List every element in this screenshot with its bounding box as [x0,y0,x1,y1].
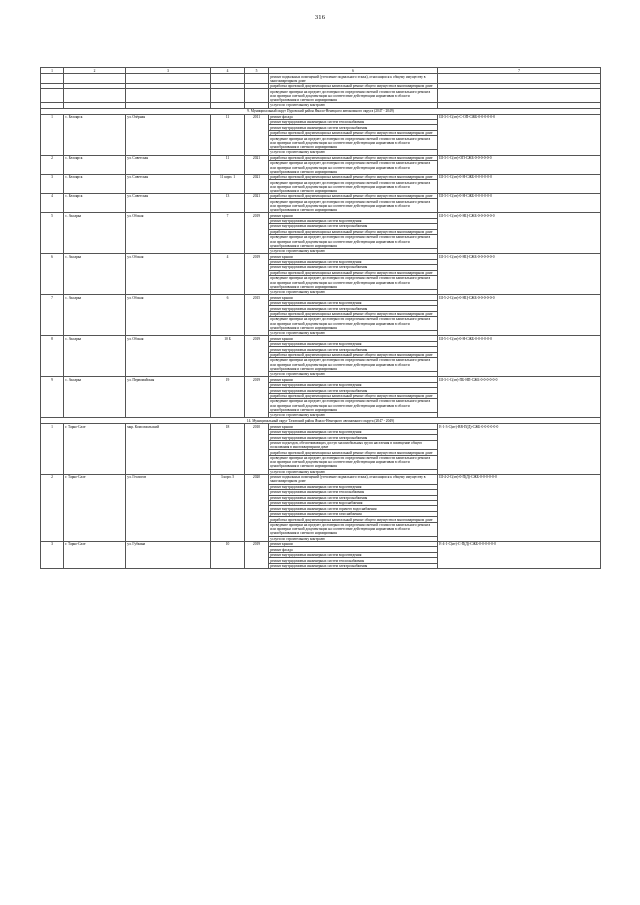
section-title: 9. Муниципальный округ Пуровский район Ямало-Ненецкого автономного округа (2047 - 2049) [41,108,601,114]
house-code: Ш-5-1-С(ит)-0-Н-СЖБ-0-0-0-0-0-0 [438,336,601,377]
work-item: ремонт внутридомовых инженерных систем электроснабжения [269,265,438,270]
house-number: 7 [211,213,245,254]
work-item: ремонт внутридомовых инженерных систем горячего водоснабжения [269,506,438,511]
street: ул. Советская [126,155,211,174]
work-item: разработка проектной документации на капитальный ремонт общего имущества в многоквартирном доме [269,174,438,179]
work-item: услуги по строительному контролю [269,536,438,541]
house-code: Ш-5-1-С(ит)-0-НЦ-СЖБ-0-0-0-0-0-0 [438,213,601,254]
work-item: ремонт внутридомовых инженерных систем электроснабжения [269,563,438,568]
capital-repair-table [40,67,601,569]
house-number: 11 [211,155,245,174]
year: 2019 [245,336,269,377]
work-item: ремонт подвальных помещений (утепление подвального этажа), относящихся к общему имуществу в многоквартирном доме [269,474,438,484]
work-item: ремонт внутридомовых инженерных систем теплоснабжения [269,490,438,495]
work-item: ремонт крыши [269,254,438,259]
work-item: услуги по строительному контролю [269,371,438,376]
street: ул. Губкина [126,541,211,568]
work-item: проведение проверки на предмет достоверности определения сметной стоимости капитального ремонта или проверки сметной документации на соответствие действующим нормативам в области ценообразования и сметного нормирования [269,317,438,331]
work-item: ремонт внутридомовых инженерных систем электроснабжения [269,435,438,440]
work-item: ремонт подъездов, обеспечивающих доступ маломобильных групп населения в помещение общего пользования в многоквартирном доме [269,440,438,450]
work-item: услуги по строительному контролю [269,103,438,108]
locality: с. Аксарка [64,213,126,254]
work-item: ремонт фасада [269,547,438,552]
work-item: ремонт внутридомовых инженерных систем водоотведения [269,382,438,387]
work-item: проведение проверки на предмет достоверности определения сметной стоимости капитального ремонта или проверки сметной документации на соответствие действующим нормативам в области ценообразования и сметного нормирования [269,399,438,413]
page-number: 316 [314,14,326,21]
house-code: Ш-3-1-С(ит)-ОП-СЖБ-0-0-0-0-0-0 [438,155,601,174]
work-item: услуги по строительному контролю [269,412,438,417]
year: 2019 [245,541,269,568]
work-item: ремонт внутридомовых инженерных систем газоснабжения [269,511,438,516]
row-number: 2 [41,474,64,541]
locality: с. Белоярск [64,174,126,193]
table-row [41,89,601,103]
locality: с. Аксарка [64,295,126,336]
column-number: 1 [41,68,64,74]
work-item: ремонт внутридомовых инженерных систем электроснабжения [269,495,438,500]
house-number: 13 [211,194,245,213]
work-item: разработка проектной документации на капитальный ремонт общего имущества в многоквартирном доме [269,450,438,455]
work-item: ремонт внутридомовых инженерных систем водоотведения [269,218,438,223]
work-item: ремонт внутридомовых инженерных систем водоотведения [269,429,438,434]
year: 2011 [245,114,269,155]
work-item: разработка проектной документации на капитальный ремонт общего имущества в многоквартирном доме [269,517,438,522]
house-code: Ш-3-1-С(ит)-ПБ-НП-СЖБ-0-0-0-0-0-0 [438,377,601,418]
column-number: 3 [126,68,211,74]
work-item: разработка проектной документации на капитальный ремонт общего имущества в многоквартирном доме [269,352,438,357]
work-item: ремонт крыши [269,213,438,218]
row-number: 9 [41,377,64,418]
year: 2019 [245,254,269,295]
work-item: ремонт подвальных помещений (утепление подвального этажа), относящихся к общему имуществу в многоквартирном доме [269,74,438,84]
table-row [41,74,601,84]
row-number: 7 [41,295,64,336]
house-code: Ш-5-2-С(ит)-0-НЦ-СЖБ-0-0-0-0-0-0 [438,295,601,336]
locality: с. Белоярск [64,114,126,155]
year: 2015 [245,295,269,336]
work-item: проведение проверки на предмет достоверности определения сметной стоимости капитального ремонта или проверки сметной документации на соответствие действующим нормативам в области ценообразования и сметного нормирования [269,358,438,372]
work-item: проведение проверки на предмет достоверности определения сметной стоимости капитального ремонта или проверки сметной документации на соответствие действующим нормативам в области ценообразования и сметного нормирования [269,522,438,536]
work-item: ремонт внутридомовых инженерных систем водоотведения [269,484,438,489]
locality: г. Тарко-Сале [64,474,126,541]
street: ул. Обская [126,336,211,377]
work-item: проведение проверки на предмет достоверности определения сметной стоимости капитального ремонта или проверки сметной документации на соответствие действующим нормативам в области ценообразования и сметного нормирования [269,161,438,175]
year: 2021 [245,155,269,174]
row-number: 1 [41,424,64,475]
house-number: 11 корп. 1 [211,174,245,193]
table-row [41,155,601,160]
column-number: 6 [269,68,438,74]
house-code: Е-1-3-С(ит)-ВВ-П(Д)-СЖБ-0-0-0-0-0-0 [438,424,601,475]
table-row [41,194,601,199]
work-item: ремонт фасада [269,114,438,119]
street: ул. Советская [126,194,211,213]
work-item: ремонт крыши [269,377,438,382]
street: ул. Обская [126,295,211,336]
row-number: 8 [41,336,64,377]
row-number: 2 [41,155,64,174]
house-number: 3 корп. 5 [211,474,245,541]
locality: с. Аксарка [64,254,126,295]
year: 2021 [245,174,269,193]
locality: г. Тарко-Сале [64,424,126,475]
work-item: услуги по строительному контролю [269,289,438,294]
work-item: разработка проектной документации на капитальный ремонт общего имущества в многоквартирном доме [269,393,438,398]
table-row [41,174,601,179]
work-item: услуги по строительному контролю [269,150,438,155]
work-item: ремонт внутридомовых инженерных систем водоотведения [269,300,438,305]
work-item: ремонт внутридомовых инженерных систем теплоснабжения [269,120,438,125]
work-item: разработка проектной документации на капитальный ремонт общего имущества в многоквартирном доме [269,311,438,316]
work-item: ремонт крыши [269,336,438,341]
house-number: 6 [211,295,245,336]
house-number: 4 [211,254,245,295]
year: 2010 [245,424,269,475]
row-number: 6 [41,254,64,295]
column-number: 5 [245,68,269,74]
table-row [41,474,601,484]
column-number: 7 [438,68,601,74]
work-item: услуги по строительному контролю [269,469,438,474]
street: ул. Геологов [126,474,211,541]
work-item: ремонт крыши [269,541,438,546]
section-title: 14. Муниципальный округ Тазовский район Ямало-Ненецкого автономного округа (2047 - 2049) [41,418,601,424]
work-item: услуги по строительному контролю [269,248,438,253]
house-number: 11 [211,114,245,155]
year: 2021 [245,194,269,213]
house-code: Ш-3-1-С(ит)-С-ОП-СЖБ-0-0-0-0-0-0 [438,114,601,155]
work-item: разработка проектной документации на капитальный ремонт общего имущества в многоквартирном доме [269,270,438,275]
locality: с. Аксарка [64,377,126,418]
locality: с. Аксарка [64,336,126,377]
work-item: услуги по строительному контролю [269,330,438,335]
work-item: ремонт внутридомовых инженерных систем электроснабжения [269,224,438,229]
work-item: разработка проектной документации на капитальный ремонт общего имущества в многоквартирном доме [269,194,438,199]
work-item: ремонт крыши [269,424,438,429]
row-number: 4 [41,194,64,213]
house-code: Ш-3-1-С(ит)-0-Н-СЖБ-0-0-0-0-0-0 [438,174,601,193]
work-item: проведение проверки на предмет достоверности определения сметной стоимости капитального ремонта или проверки сметной документации на соответствие действующим нормативам в области ценообразования и сметного нормирования [269,180,438,194]
street: ул. Обская [126,254,211,295]
house-number: 19 [211,377,245,418]
street: ул. Обская [126,213,211,254]
house-code: Ш-3-1-С(ит)-0-НЦ-СЖБ-0-0-0-0-0-0 [438,254,601,295]
work-item: проведение проверки на предмет достоверности определения сметной стоимости капитального ремонта или проверки сметной документации на соответствие действующим нормативам в области ценообразования и сметного нормирования [269,276,438,290]
work-item: разработка проектной документации на капитальный ремонт общего имущества в многоквартирном доме [269,229,438,234]
work-item: проведение проверки на предмет достоверности определения сметной стоимости капитального ремонта или проверки сметной документации на соответствие действующим нормативам в области ценообразования и сметного нормирования [269,199,438,213]
house-code: Ш-4-2-С(ит)-0-П(Д)-СЖБ-0-0-0-0-0-0 [438,474,601,541]
work-item: проведение проверки на предмет достоверности определения сметной стоимости капитального ремонта или проверки сметной документации на соответствие действующим нормативам в области ценообразования и сметного нормирования [269,455,438,469]
house-number: 10 [211,541,245,568]
work-item: проведение проверки на предмет достоверности определения сметной стоимости капитального ремонта или проверки сметной документации на соответствие действующим нормативам в области ценообразования и сметного нормирования [269,136,438,150]
row-number: 5 [41,213,64,254]
year: 2019 [245,213,269,254]
work-item: ремонт внутридомовых инженерных систем электроснабжения [269,125,438,130]
row-number: 3 [41,174,64,193]
work-item: ремонт внутридомовых инженерных систем водоотведения [269,341,438,346]
work-item: ремонт внутридомовых инженерных систем электроснабжения [269,306,438,311]
street: ул. Советская [126,174,211,193]
locality: с. Белоярск [64,194,126,213]
row-number: 3 [41,541,64,568]
street: ул. Первомайская [126,377,211,418]
work-item: ремонт внутридомовых инженерных систем электроснабжения [269,388,438,393]
column-number: 2 [64,68,126,74]
work-item: разработка проектной документации на капитальный ремонт общего имущества в многоквартирном доме [269,155,438,160]
year: 2020 [245,474,269,541]
house-number: 10 Б [211,336,245,377]
work-item: ремонт внутридомовых инженерных систем водоотведения [269,552,438,557]
locality: г. Тарко-Сале [64,541,126,568]
work-item: разработка проектной документации на капитальный ремонт общего имущества в многоквартирном доме [269,83,438,88]
year: 2019 [245,377,269,418]
street: мкр. Комсомольский [126,424,211,475]
work-item: ремонт внутридомовых инженерных систем электроснабжения [269,347,438,352]
work-item: ремонт внутридомовых инженерных систем водоснабжения [269,500,438,505]
house-code: Е-4-1-С(ит)-С-П(Д)-СЖБ-0-0-0-0-0-0 [438,541,601,568]
work-item: проведение проверки на предмет достоверности определения сметной стоимости капитального ремонта или проверки сметной документации на соответствие действующим нормативам в области ценообразования и сметного нормирования [269,235,438,249]
column-number: 4 [211,68,245,74]
house-code: Ш-3-1-С(ит)-0-Н-СЖБ-0-0-0-0-0-0 [438,194,601,213]
work-item: ремонт внутридомовых инженерных систем теплоснабжения [269,558,438,563]
house-number: 18 [211,424,245,475]
row-number: 1 [41,114,64,155]
work-item: ремонт крыши [269,295,438,300]
street: ул. Озёрная [126,114,211,155]
work-item: разработка проектной документации на капитальный ремонт общего имущества в многоквартирном доме [269,130,438,135]
locality: с. Белоярск [64,155,126,174]
work-item: проведение проверки на предмет достоверности определения сметной стоимости капитального ремонта или проверки сметной документации на соответствие действующим нормативам в области ценообразования и сметного нормирования [269,89,438,103]
work-item: ремонт внутридомовых инженерных систем водоотведения [269,259,438,264]
